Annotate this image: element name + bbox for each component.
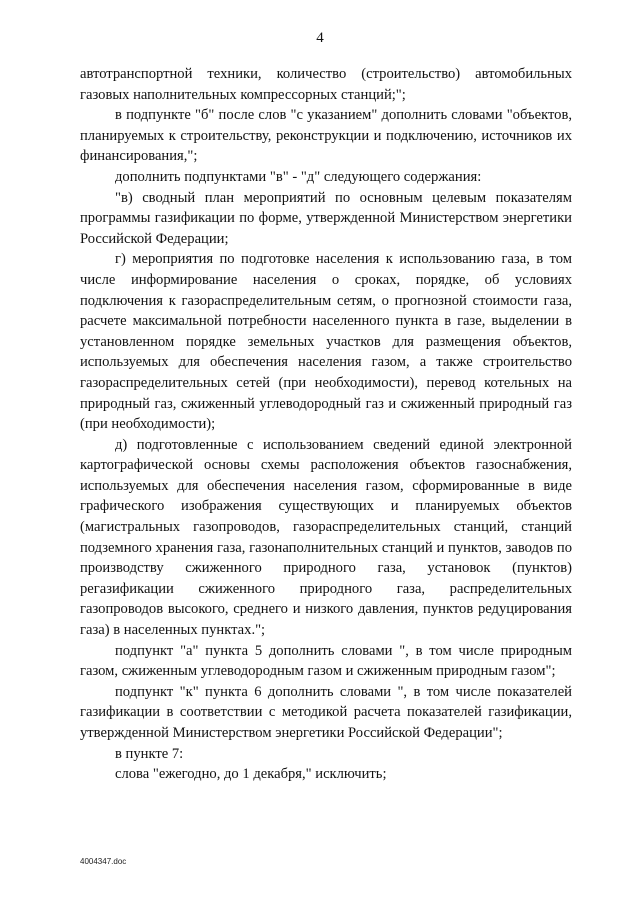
page-number: 4 — [316, 30, 324, 46]
paragraph-1: автотранспортной техники, количество (строительство) автомобильных газовых наполнительных компрессорных станций;"; — [80, 66, 572, 103]
paragraph-4: "в) сводный план мероприятий по основным целевым показателям программы газификации по форме, утвержденной Министерством энергетики Российской Федерации; — [80, 189, 572, 247]
document-body — [80, 64, 572, 785]
paragraph-3: дополнить подпунктами "в" - "д" следующего содержания: — [115, 168, 482, 185]
paragraph-9: в пункте 7: — [115, 745, 184, 762]
paragraph-6: д) подготовленные с использованием сведений единой электронной картографической основы схемы расположения объектов газоснабжения, используемых для обеспечения населения газом, сформированные в виде графического изображения существующих и планируемых объектов (магистральных газопроводов, газораспределительных станций, станций подземного хранения газа, газонаполнительных станций и пунктов, заводов по производству сжиженного природного газа, установок (пунктов) регазификации сжиженного природного газа, распределительных газопроводов высокого, среднего и низкого давления, пунктов редуцирования газа) в населенных пунктах."; — [80, 436, 572, 639]
paragraph-8: подпункт "к" пункта 6 дополнить словами ", в том числе показателей газификации в соответствии с методикой расчета показателей газификации, утвержденной Министерством энергетики Российской Федерации"; — [80, 683, 572, 741]
paragraph-10: слова "ежегодно, до 1 декабря," исключить; — [115, 766, 387, 783]
paragraph-2: в подпункте "б" после слов "с указанием" дополнить словами "объектов, планируемых к строительству, реконструкции и подключению, источников их финансирования,"; — [80, 107, 572, 165]
paragraph-7: подпункт "а" пункта 5 дополнить словами ", в том числе природным газом, сжиженным углеводородным газом и сжиженным природным газом"; — [80, 642, 572, 680]
document-footer: 4004347.doc — [80, 857, 127, 866]
paragraph-5: г) мероприятия по подготовке населения к использованию газа, в том числе информирование населения о сроках, порядке, об условиях подключения к газораспределительным сетям, о прогнозной стоимости газа, расчете максимальной потребности населенного пункта в газе, выделении в установленном порядке земельных участков для размещения объектов, используемых для обеспечения населения газом, а также строительство газораспределительных сетей (при необходимости), перевод котельных на природный газ, сжиженный углеводородный газ и сжиженный природный газ (при необходимости); — [80, 251, 572, 433]
